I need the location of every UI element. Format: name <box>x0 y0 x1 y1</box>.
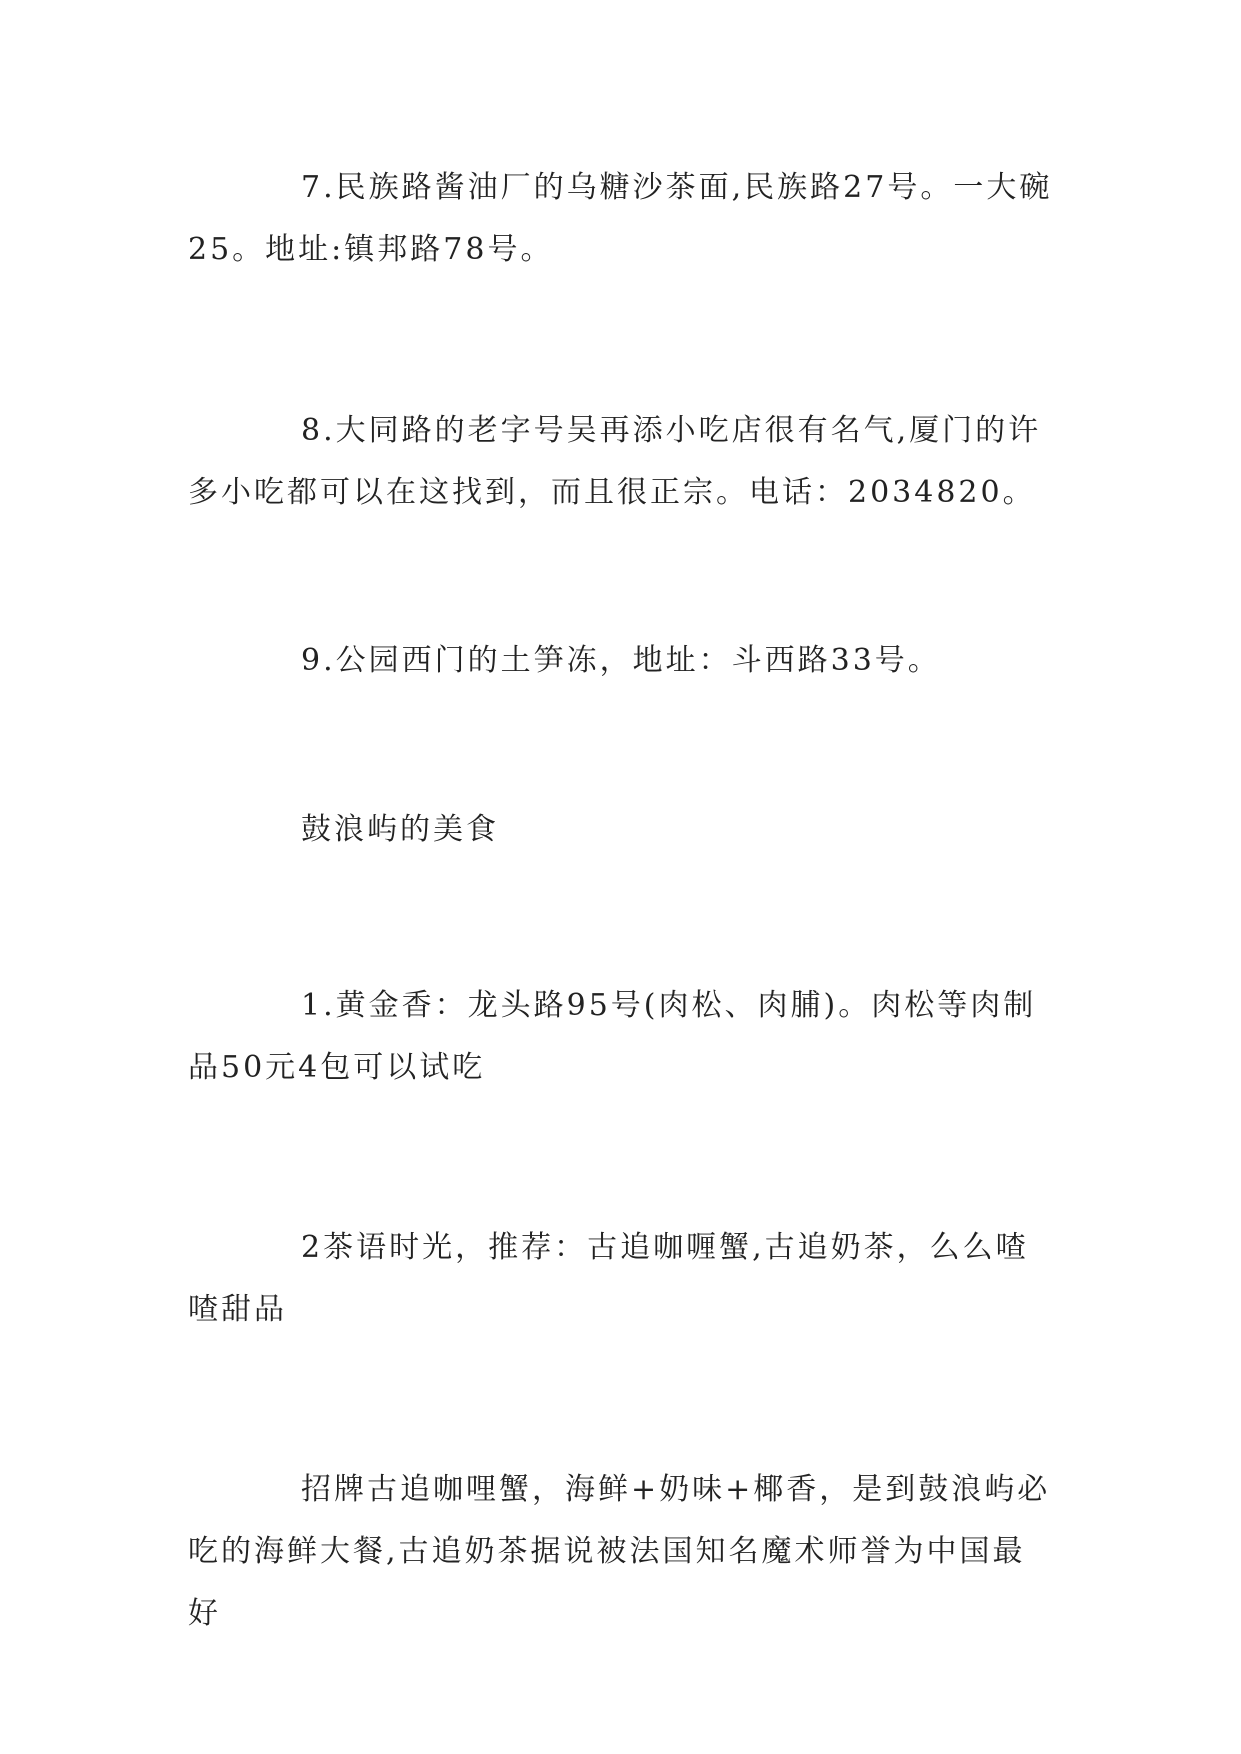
section-heading: 鼓浪屿的美食 <box>301 812 499 847</box>
paragraph-gulangyu-2: 2茶语时光，推荐：古追咖喱蟹,古追奶茶，么么喳喳甜品 <box>188 1230 1029 1327</box>
paragraph-item-8: 8.大同路的老字号吴再添小吃店很有名气,厦门的许多小吃都可以在这找到，而且很正宗。电话：2034820。 <box>188 413 1042 510</box>
paragraph-gulangyu-1: 1.黄金香：龙头路95号(肉松、肉脯)。肉松等肉制品50元4包可以试吃 <box>188 988 1037 1085</box>
paragraph-item-9: 9.公园西门的土笋冻，地址：斗西路33号。 <box>301 643 941 678</box>
paragraph-signature-dish: 招牌古追咖哩蟹，海鲜+奶味+椰香，是到鼓浪屿必吃的海鲜大餐,古追奶茶据说被法国知名魔术师誉为中国最好 <box>188 1472 1051 1631</box>
paragraph-item-7: 7.民族路酱油厂的乌糖沙茶面,民族路27号。一大碗25。地址:镇邦路78号。 <box>188 170 1053 267</box>
